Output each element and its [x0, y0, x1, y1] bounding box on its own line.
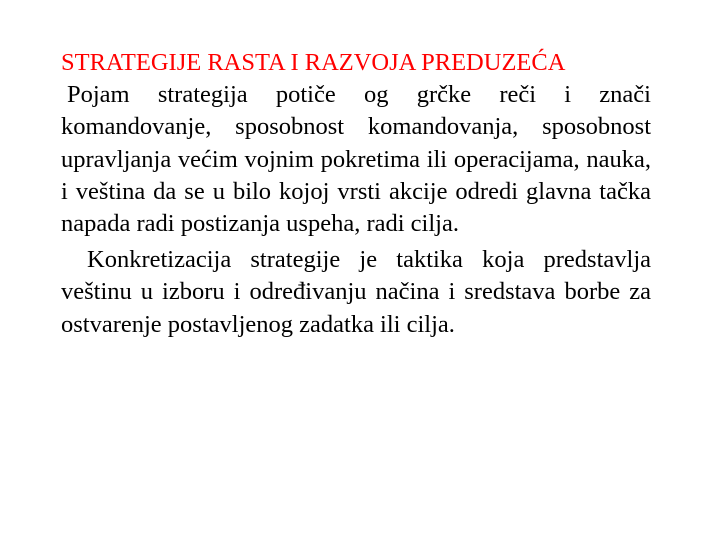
paragraph-tactics: Konkretizacija strategije je taktika koja predstavlja veštinu u izboru i određivanju načina i sredstava borbe za ostvarenje postavljenog zadatka ili cilja. — [61, 246, 651, 338]
slide-content — [61, 47, 651, 341]
paragraph-definition: Pojam strategija potiče og grčke reči i znači komandovanje, sposobnost komandovanja, sposobnost upravljanja većim vojnim pokretima ili operacijama, nauka, i veština da se u bilo kojoj vrsti akcije odredi glavna tačka napada radi postizanja uspeha, radi cilja. — [61, 81, 651, 238]
slide-title: STRATEGIJE RASTA I RAZVOJA PREDUZEĆA — [61, 49, 566, 76]
